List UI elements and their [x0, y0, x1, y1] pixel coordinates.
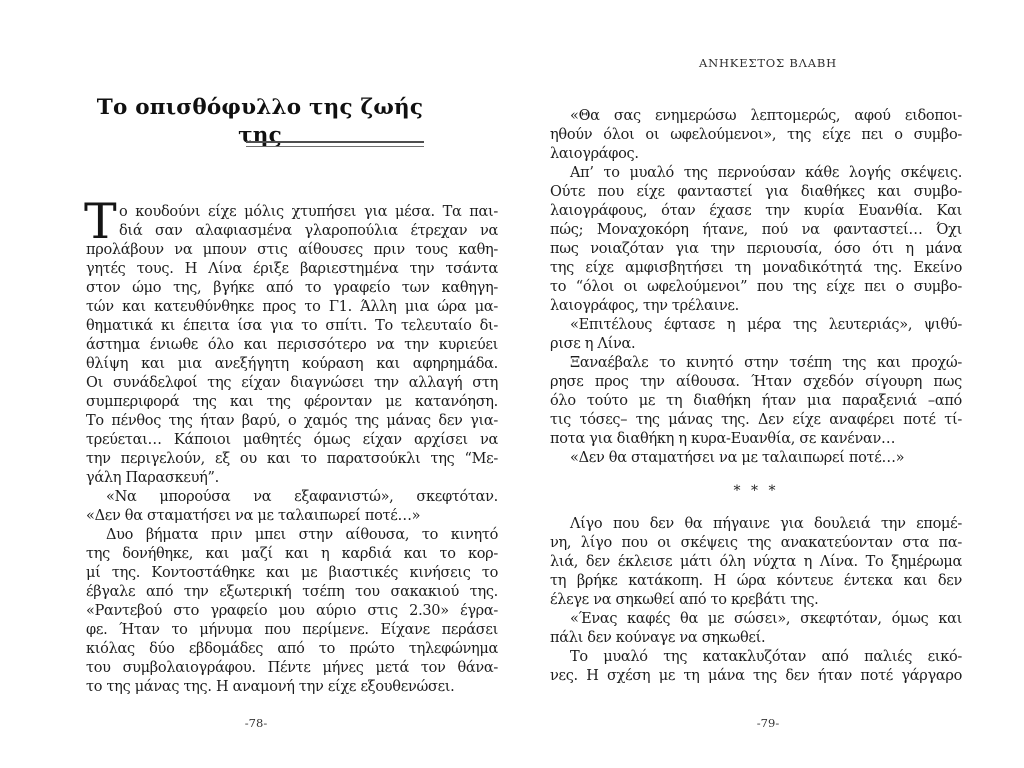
text-line: «Επιτέλους έφτασε η μέρα της λευτεριάς», ψιθύ-: [570, 317, 962, 333]
text-line: Οι συνάδελφοί της είχαν διαγνώσει την αλλαγή στη: [86, 375, 498, 391]
right-page-text: [550, 107, 962, 686]
page-number-right: -79-: [756, 716, 780, 730]
text-line: πώς; Μοναχοκόρη ήτανε, πού να φανταστεί… Όχι: [550, 222, 962, 238]
text-line: της δονήθηκε, και μαζί και η καρδιά και το κορ-: [86, 546, 498, 562]
text-line: του συμβολαιογράφου. Πέντε μήνες μετά τον θάνα-: [86, 660, 498, 676]
drop-cap: Τ: [84, 193, 117, 250]
text-line: «Δεν θα σταματήσει να με ταλαιπωρεί ποτέ…»: [86, 508, 421, 524]
text-line: προλάβουν να μπουν στις αίθουσες πριν τους καθη-: [86, 242, 498, 258]
text-line: Ούτε που είχε φανταστεί για διαθήκες και συμβο-: [550, 184, 962, 200]
text-line: ο κουδούνι είχε μόλις χτυπήσει για μέσα. Τα παι-: [119, 204, 498, 220]
text-line: γητές τους. Η Λίνα έριξε βαριεστημένα την τσάντα: [86, 261, 498, 277]
text-line: στον ώμο της, βγήκε από το γραφείο των καθηγη-: [86, 280, 498, 296]
text-line: Απ’ το μυαλό της περνούσαν κάθε λογής σκέψεις.: [570, 165, 962, 181]
text-line: Ξαναέβαλε το κινητό στην τσέπη της και προχώ-: [570, 355, 962, 371]
text-line: συμπεριφορά της και της φέρονταν με κατανόηση.: [86, 394, 498, 410]
text-line: «Να μπορούσα να εξαφανιστώ», σκεφτόταν.: [106, 489, 498, 505]
running-header: ΑΝΗΚΕΣΤΟΣ ΒΛΑΒΗ: [699, 56, 837, 70]
text-line: όλο τούτο με τη διαθήκη ήταν μια παραξενιά –από: [550, 393, 962, 409]
text-line: έβγαλε από την εξωτερική τσέπη του σακακιού της.: [86, 584, 498, 600]
chapter-title: Το οπισθόφυλλο της ζωής της: [96, 95, 424, 148]
text-line: φε. Ήταν το μήνυμα που περίμενε. Είχανε περάσει: [86, 622, 498, 638]
text-line: λαιογράφους, όταν έχασε την κυρία Ευανθία. Και: [550, 203, 962, 219]
text-line: τών και κατευθύνθηκε προς το Γ1. Άλλη μια ώρα μα-: [86, 299, 498, 315]
text-line: της είχε αμφισβητήσει τη μοναδικότητά της. Εκείνο: [550, 260, 962, 276]
text-line: την περιγελούν, εξ ου και το παρατσούκλι της “Με-: [86, 451, 498, 467]
text-line: έλεγε να σηκωθεί από το κρεβάτι της.: [550, 592, 819, 608]
text-line: τρεύεται… Κάποιοι μαθητές όμως είχαν αρχίσει να: [86, 432, 498, 448]
text-line: ποτα για διαθήκη η κυρα-Ευανθία, σε κανέναν…: [550, 431, 896, 447]
left-page-text: [84, 193, 498, 697]
text-line: θηματικά κι έπειτα ίσα για το σπίτι. Το τελευταίο δι-: [86, 318, 498, 334]
text-line: νες. Η σχέση με τη μάνα της δεν ήταν ποτέ γάργαρο: [550, 668, 962, 684]
text-line: ρισε η Λίνα.: [550, 336, 636, 352]
text-line: τη βρήκε κατάκοπη. Η ώρα κόντευε έντεκα και δεν: [550, 573, 962, 589]
text-line: κιόλας δύο εβδομάδες από το πρώτο τηλεφώνημα: [86, 641, 498, 657]
page-number-left: -78-: [244, 716, 268, 730]
text-line: «Ένας καφές θα με σώσει», σκεφτόταν, όμως και: [570, 611, 962, 627]
text-line: Λίγο που δεν θα πήγαινε για δουλειά την επομέ-: [570, 516, 962, 532]
text-line: «Ραντεβού στο γραφείο μου αύριο στις 2.30» έγρα-: [86, 603, 498, 619]
text-line: μί της. Κοντοστάθηκε και με βιαστικές κινήσεις το: [86, 565, 498, 581]
text-line: το της μάνας της. Η αναμονή την είχε εξουθενώσει.: [86, 679, 455, 695]
text-line: Το μυαλό της κατακλυζόταν από παλιές εικό-: [570, 649, 962, 665]
text-line: νη, λίγο που οι σκέψεις της ανακατεύονταν στα πα-: [550, 535, 962, 551]
text-line: το “όλοι οι ωφελούμενοι” που της είχε πει ο συμβο-: [550, 279, 962, 295]
text-line: λιά, δεν έκλεισε μάτι όλη νύχτα η Λίνα. Το ξημέρωμα: [550, 554, 962, 570]
text-line: ηθούν όλοι οι ωφελούμενοι», της είχε πει ο συμβο-: [550, 127, 962, 143]
text-line: Δυο βήματα πριν μπει στην αίθουσα, το κινητό: [106, 527, 498, 543]
text-line: «Θα σας ενημερώσω λεπτομερώς, αφού ειδοποι-: [570, 108, 962, 124]
text-line: τις τόσες– της μάνας της. Δεν είχε αναφέρει ποτέ τί-: [550, 412, 962, 428]
text-line: πως νοιαζόταν για την περιουσία, όσο ότι η μάνα: [550, 241, 962, 257]
text-line: γάλη Παρασκευή”.: [86, 470, 219, 486]
text-line: άστημα ένιωθε όλο και περισσότερο να την κυριεύει: [86, 337, 498, 353]
text-line: Το πένθος της ήταν βαρύ, ο χαμός της μάνας δεν για-: [86, 413, 498, 429]
text-line: διά σαν αλαφιασμένα γλαροπούλια έτρεχαν να: [119, 223, 498, 239]
text-line: πάλι δεν κούναγε να σηκωθεί.: [550, 630, 766, 646]
separator-gap: [550, 468, 962, 482]
title-rule: [246, 141, 424, 147]
page-left: [86, 0, 498, 768]
separator-gap: [550, 501, 962, 515]
text-line: «Δεν θα σταματήσει να με ταλαιπωρεί ποτέ…»: [570, 450, 905, 466]
text-line: λαιογράφος, την τρέλαινε.: [550, 298, 739, 314]
text-line: λαιογράφος.: [550, 146, 639, 162]
page-right: [550, 0, 962, 768]
text-line: θλίψη και μια ανεξήγητη κούραση και αφηρημάδα.: [86, 356, 498, 372]
text-line: ρησε προς την αίθουσα. Ήταν σχεδόν σίγουρη πως: [550, 374, 962, 390]
scene-break-separator: * * *: [733, 483, 779, 499]
